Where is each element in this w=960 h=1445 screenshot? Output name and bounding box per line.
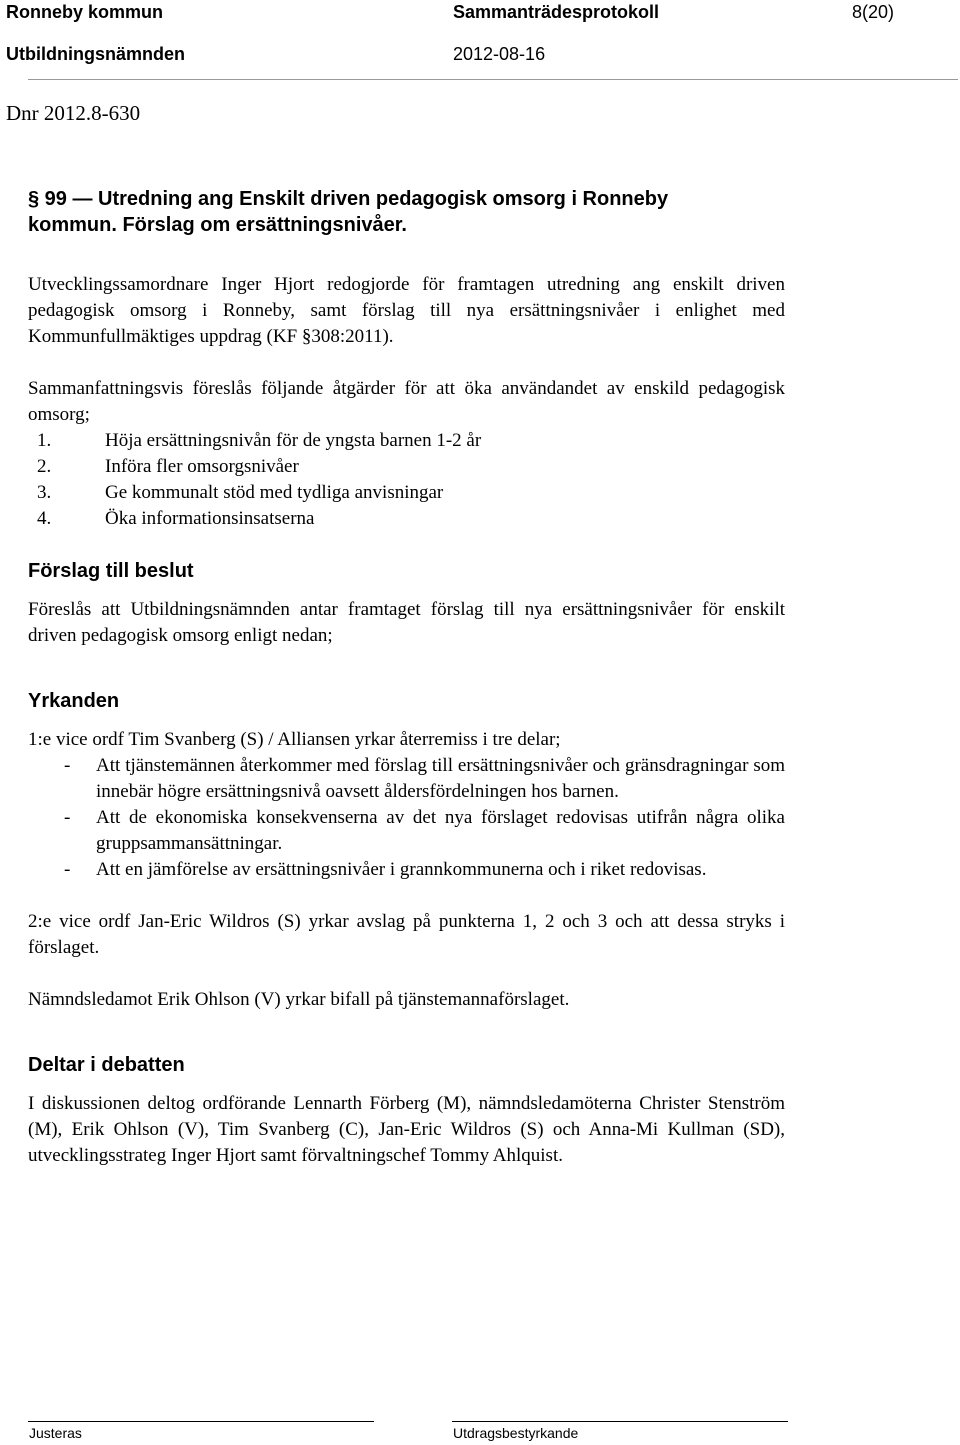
first-motion: 1:e vice ordf Tim Svanberg (S) / Alliansen yrkar återremiss i tre delar;: [28, 729, 561, 750]
meeting-date: 2012-08-16: [453, 44, 546, 64]
utdragsbestyrkande-label: Utdragsbestyrkande: [453, 1425, 579, 1441]
proposal-text: Föreslås att Utbildningsnämnden antar framtaget förslag till nya ersättningsnivåer för enskilt driven pedagogisk omsorg enligt nedan;: [28, 599, 785, 646]
list-item-number: 4.: [37, 508, 52, 529]
list-item-text: Ge kommunalt stöd med tydliga anvisningar: [105, 482, 444, 503]
intro-paragraph: Utvecklingssamordnare Inger Hjort redogjorde för framtagen utredning ang enskilt driven pedagogisk omsorg i Ronneby, samt förslag till nya ersättningsnivåer i enlighet med Kommunfullmäktiges uppdrag (KF §308:2011).: [28, 274, 785, 347]
summary-paragraph: Sammanfattningsvis föreslås följande åtgärder för att öka användandet av enskild pedagogisk omsorg;: [28, 378, 785, 425]
third-motion: Nämndsledamot Erik Ohlson (V) yrkar bifall på tjänstemannaförslaget.: [28, 989, 570, 1010]
list-item: [28, 454, 785, 480]
list-item-text: Att en jämförelse av ersättningsnivåer i grannkommunerna och i riket redovisas.: [96, 859, 707, 880]
list-item-text: Öka informationsinsatserna: [105, 508, 315, 529]
document-type: Sammanträdesprotokoll: [453, 2, 660, 22]
list-item-text: Att tjänstemännen återkommer med förslag till ersättningsnivåer och gränsdragningar som innebär högre ersättningsnivå oavsett åldersfördelningen hos barnen.: [96, 755, 785, 802]
committee-name: Utbildningsnämnden: [6, 44, 185, 64]
utdragsbestyrkande-line: [452, 1421, 788, 1422]
header-divider: [28, 79, 958, 80]
list-item: [28, 753, 785, 805]
list-item-number: 1.: [37, 430, 52, 451]
main-content: [28, 186, 785, 1169]
page-number: 8(20): [852, 2, 895, 22]
list-item: [28, 805, 785, 857]
list-dash: -: [64, 755, 71, 776]
debate-text: I diskussionen deltog ordförande Lennarth Förberg (M), nämndsledamöterna Christer Stenström (M), Erik Ohlson (V), Tim Svanberg (C), Jan-Eric Wildros (S) och Anna-Mi Kullman (SD), utvecklingsstrateg Inger Hjort samt förvaltningschef Tommy Ahlquist.: [28, 1093, 785, 1166]
org-name: Ronneby kommun: [6, 2, 164, 22]
diary-number: Dnr 2012.8-630: [6, 101, 141, 125]
second-motion: 2:e vice ordf Jan-Eric Wildros (S) yrkar avslag på punkterna 1, 2 och 3 och att dessa stryks i förslaget.: [28, 911, 785, 958]
list-item: [28, 480, 785, 506]
first-motion-points: [28, 753, 785, 883]
list-item-text: Att de ekonomiska konsekvenserna av det nya förslaget redovisas utifrån några olika gruppsammansättningar.: [96, 807, 785, 854]
proposal-heading: Förslag till beslut: [28, 560, 194, 582]
section-title-line2: kommun. Förslag om ersättningsnivåer.: [28, 214, 407, 236]
justeras-line: [28, 1421, 374, 1422]
motions-heading: Yrkanden: [28, 690, 120, 712]
section-title-line1: § 99 — Utredning ang Enskilt driven pedagogisk omsorg i Ronneby: [28, 188, 669, 210]
list-item-number: 2.: [37, 456, 52, 477]
list-item-number: 3.: [37, 482, 52, 503]
list-item-text: Införa fler omsorgsnivåer: [105, 456, 299, 477]
list-item: [28, 506, 785, 532]
list-dash: -: [64, 859, 71, 880]
section-title: [28, 186, 785, 238]
justeras-label: Justeras: [29, 1425, 82, 1441]
measures-list: [28, 428, 785, 532]
list-item-text: Höja ersättningsnivån för de yngsta barnen 1-2 år: [105, 430, 482, 451]
debate-heading: Deltar i debatten: [28, 1054, 185, 1076]
list-item: [28, 428, 785, 454]
list-dash: -: [64, 807, 71, 828]
list-item: [28, 857, 785, 883]
